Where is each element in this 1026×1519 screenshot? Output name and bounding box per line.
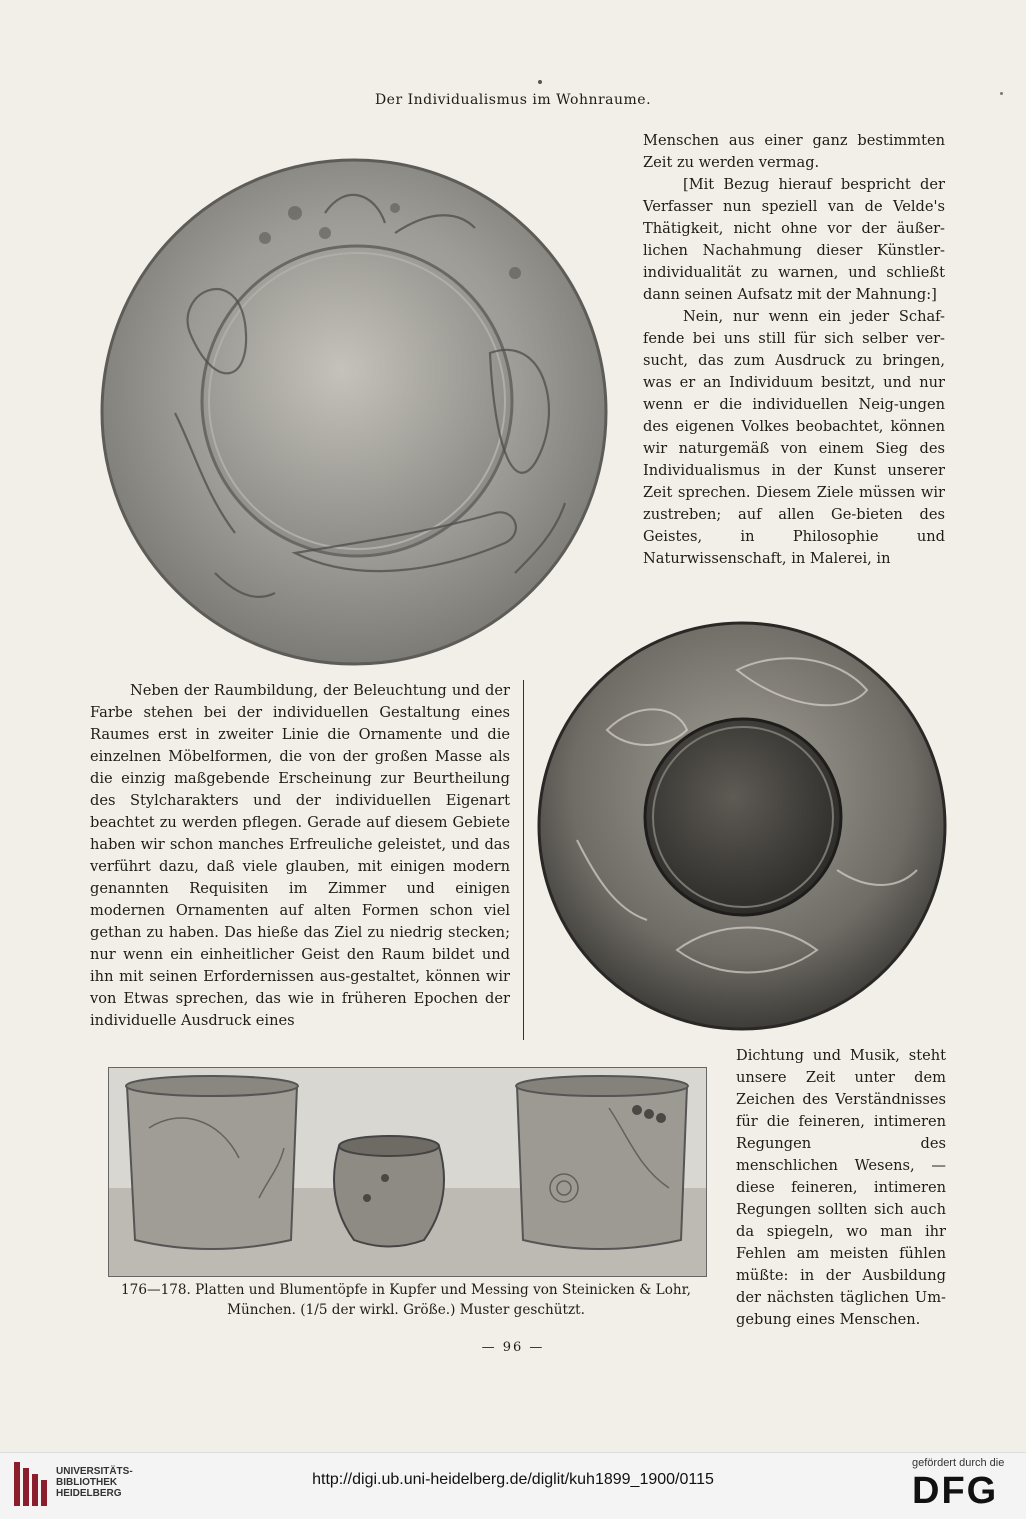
right-column-top <box>643 130 945 570</box>
library-name-line: BIBLIOTHEK <box>56 1477 118 1488</box>
library-name-line: UNIVERSITÄTS- <box>56 1466 133 1477</box>
running-title: Der Individualismus im Wohnraume. <box>374 92 652 108</box>
paragraph: Neben der Raumbildung, der Beleuchtung und der Farbe stehen bei der individuellen Gestaltung eines Raumes erst in zweiter Linie die Ornamente und die einzelnen Möbelformen, die von der großen Masse als die einzig maßgebende Erscheinung zur Beurtheilung des Stylcharakters und der individuellen Eigenart beachtet zu werden pflegen. Gerade auf diesem Gebiete haben wir schon manches Erfreuliche geleistet, und das verführt dazu, daß viele glauben, mit einigen modern genannten Requisiten im Zimmer und einigen modernen Ornamenten auf alten Formen schon viel gethan zu haben. Das hieße das Ziel zu niedrig stecken; nur wenn ein einheitlicher Geist den Raum bildet und ihn mit seinen Erfordernissen aus-gestaltet, können wir von Etwas sprechen, das wie in früheren Epochen der individuelle Ausdruck eines <box>90 682 510 1029</box>
library-name-line: HEIDELBERG <box>56 1488 122 1499</box>
source-url-link[interactable]: http://digi.ub.uni-heidelberg.de/diglit/kuh1899_1900/0115 <box>312 1471 714 1488</box>
flower-pots-image <box>108 1067 707 1277</box>
decorative-dot <box>538 80 542 84</box>
caption-line-1: 176—178. Platten und Blumentöpfe in Kupfer und Messing von Steinicken & Lohr, <box>121 1282 691 1298</box>
plate-1-drawing <box>95 153 613 671</box>
figure-caption <box>96 1280 716 1320</box>
paragraph: [Mit Bezug hierauf bespricht der Verfasser nun speziell van de Velde's Thätigkeit, nicht ohne vor der äußer-lichen Nachahmung dieser Künstler-individualität zu warnen, und schließt dann seinen Aufsatz mit der Mahnung:] <box>643 176 945 303</box>
flower-pots-drawing <box>109 1068 706 1276</box>
left-column-middle <box>90 680 510 1032</box>
funded-by-label: gefördert durch die <box>912 1457 1005 1469</box>
caption-line-2: München. (1/5 der wirkl. Größe.) Muster geschützt. <box>227 1302 585 1318</box>
paragraph: Nein, nur wenn ein jeder Schaf-fende bei uns still für sich selber ver-sucht, das zum Ausdruck zu bringen, was er an Individuum besitzt, und nur wenn er die individuellen Neig-ungen des eigenen Volkes beobachtet, können wir naturgemäß von einem Sieg des Individualismus in der Kunst unserer Zeit sprechen. Diesem Ziele müssen wir zustreben; auf allen Ge-bieten des Geistes, in Philosophie und Naturwissenschaft, in Malerei, in <box>643 308 945 567</box>
column-rule <box>523 680 524 1040</box>
paragraph: Menschen aus einer ganz bestimmten Zeit zu werden vermag. <box>643 132 945 171</box>
plate-image-2 <box>537 620 947 1032</box>
paragraph: Dichtung und Musik, steht unsere Zeit unter dem Zeichen des Verständnisses für die feineren, intimeren Regungen des menschlichen Wesens, — diese feineren, intimeren Regungen sollten sich auch da spiegeln, wo man ihr Fehlen am meisten fühlen müßte: in der Ausbildung der nächsten täglichen Um-gebung eines Menschen. <box>736 1047 946 1328</box>
dfg-logo: DFG <box>912 1470 999 1512</box>
plate-image-1 <box>95 153 613 671</box>
page-number: — 96 — <box>481 1340 545 1355</box>
right-column-bottom <box>736 1045 946 1331</box>
plate-2-drawing <box>537 620 947 1032</box>
